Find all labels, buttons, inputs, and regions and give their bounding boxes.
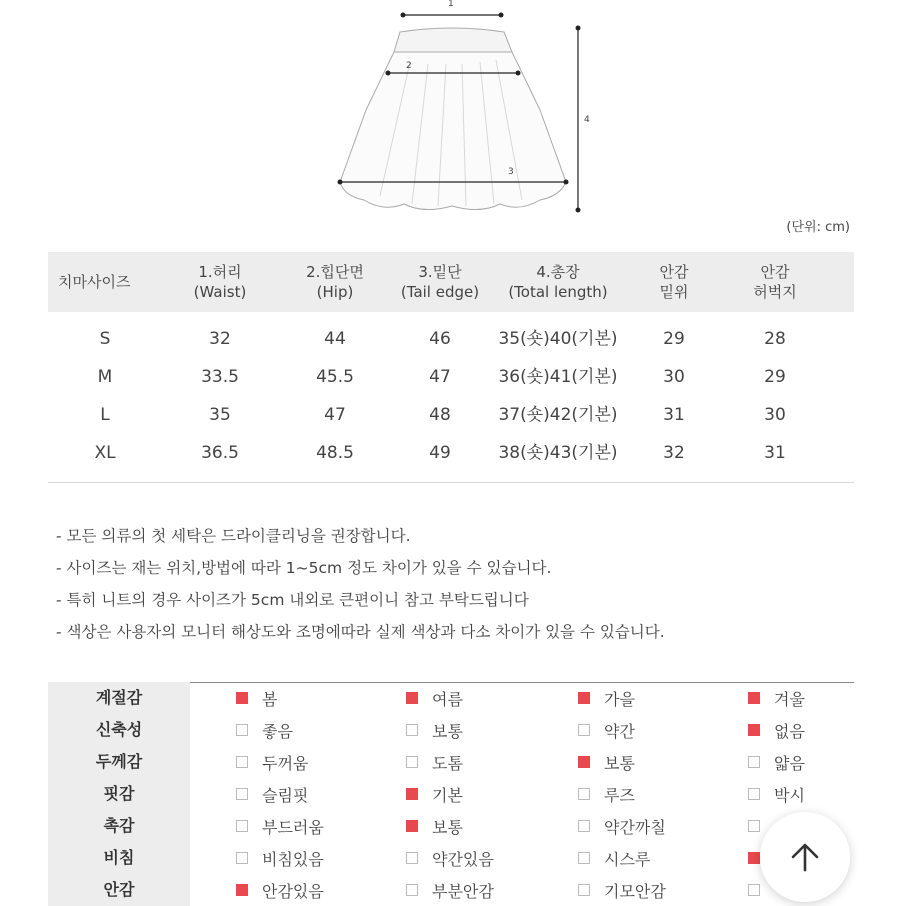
attribute-label: 안감 [48,874,190,906]
attribute-option [236,879,324,902]
table-cell: 36(숏)41(기본) [498,367,618,387]
table-row [48,434,854,472]
note-line: - 모든 의류의 첫 세탁은 드라이클리닝을 권장합니다. [56,527,411,545]
attribute-label: 계절감 [48,682,190,714]
checked-box-icon [748,724,760,736]
attribute-option [748,783,805,806]
header-tail-edge: 3.밑단 (Tail edge) [400,263,480,301]
header-size: 치마사이즈 [58,273,131,291]
option-label: 가을 [604,689,635,709]
unchecked-box-icon [406,756,418,768]
option-label: 약간 [604,721,635,741]
header-lining-rise: 안감 밑위 [659,263,689,301]
attribute-row [48,810,854,842]
table-cell: M [97,367,113,387]
unchecked-box-icon [236,820,248,832]
checked-box-icon [236,884,248,896]
attribute-label: 촉감 [48,810,190,842]
option-label: 기본 [432,785,463,805]
attribute-option [236,783,308,806]
attribute-row [48,714,854,746]
table-cell: 48.5 [316,443,354,463]
unchecked-box-icon [748,884,760,896]
attribute-label: 두께감 [48,746,190,778]
table-cell: 36.5 [201,443,239,463]
unchecked-box-icon [578,852,590,864]
checked-box-icon [578,756,590,768]
table-cell: 30 [764,405,786,425]
attribute-option [578,751,635,774]
table-cell: L [100,405,110,425]
option-label: 보통 [432,721,463,741]
option-label: 박시 [774,785,805,805]
scroll-to-top-button[interactable] [760,812,850,902]
unchecked-box-icon [406,724,418,736]
attribute-option [236,815,324,838]
unchecked-box-icon [406,884,418,896]
option-label: 부드러움 [262,817,324,837]
option-label: 얇음 [774,753,805,773]
table-cell: 35 [209,405,231,425]
checked-box-icon [406,788,418,800]
attribute-row [48,842,854,874]
table-cell: 44 [324,329,346,349]
attribute-row [48,682,854,714]
unchecked-box-icon [236,724,248,736]
attribute-option [406,879,494,902]
attribute-row [48,778,854,810]
unchecked-box-icon [236,852,248,864]
attribute-option [406,815,463,838]
attribute-option [748,751,805,774]
table-row [48,358,854,396]
checked-box-icon [406,820,418,832]
table-cell: 47 [429,367,451,387]
attribute-option [578,879,666,902]
option-label: 도톰 [432,753,463,773]
attribute-option [578,815,666,838]
table-row [48,320,854,358]
table-cell: 37(숏)42(기본) [498,405,618,425]
table-cell: S [99,329,111,349]
option-label: 시스루 [604,849,651,869]
attribute-option [406,687,463,710]
attribute-option [578,783,635,806]
header-lining-thigh: 안감 허벅지 [753,263,797,301]
table-row [48,396,854,434]
option-label: 좋음 [262,721,293,741]
option-label: 안감있음 [262,881,324,901]
checked-box-icon [748,852,760,864]
unchecked-box-icon [236,788,248,800]
unchecked-box-icon [578,788,590,800]
table-cell: XL [94,443,116,463]
option-label: 보통 [432,817,463,837]
attribute-option [406,783,463,806]
table-cell: 32 [663,443,685,463]
attribute-option [236,847,324,870]
attribute-option [236,751,308,774]
checked-box-icon [578,692,590,704]
attribute-label: 신축성 [48,714,190,746]
attribute-option [578,687,635,710]
unchecked-box-icon [748,820,760,832]
diagram-label-1: 1 [448,0,454,9]
option-label: 보통 [604,753,635,773]
table-cell: 47 [324,405,346,425]
unchecked-box-icon [578,820,590,832]
checked-box-icon [236,692,248,704]
attribute-option [578,719,635,742]
unchecked-box-icon [578,724,590,736]
option-label: 슬림핏 [262,785,309,805]
skirt-measurement-diagram [0,0,902,220]
attribute-row [48,874,854,906]
divider [48,482,854,483]
table-cell: 31 [764,443,786,463]
attribute-option [406,719,463,742]
option-label: 겨울 [774,689,805,709]
option-label: 봄 [262,689,278,709]
attribute-option [236,687,277,710]
unchecked-box-icon [748,788,760,800]
unchecked-box-icon [236,756,248,768]
diagram-label-3: 3 [508,167,514,177]
diagram-label-4: 4 [584,115,590,125]
size-table [48,252,854,472]
unchecked-box-icon [578,884,590,896]
size-table-header [48,252,854,312]
option-label: 루즈 [604,785,635,805]
table-cell: 30 [663,367,685,387]
attribute-option [236,719,293,742]
table-cell: 46 [429,329,451,349]
header-total-length: 4.총장 (Total length) [508,263,608,301]
note-line: - 사이즈는 재는 위치,방법에 따라 1~5cm 정도 차이가 있을 수 있습니다. [56,559,552,577]
note-line: - 색상은 사용자의 모니터 해상도와 조명에따라 실제 색상과 다소 차이가 있을 수 있습니다. [56,623,665,641]
header-hip: 2.힙단면 (Hip) [306,263,364,301]
option-label: 약간까칠 [604,817,666,837]
option-label: 없음 [774,721,805,741]
size-table-body [48,312,854,472]
table-cell: 29 [764,367,786,387]
attribute-row [48,746,854,778]
table-cell: 28 [764,329,786,349]
attribute-option [748,687,805,710]
attribute-option [406,847,494,870]
care-notes [56,520,665,648]
option-label: 약간있음 [432,849,494,869]
table-cell: 49 [429,443,451,463]
note-line: - 특히 니트의 경우 사이즈가 5cm 내외로 큰편이니 참고 부탁드립니다 [56,591,529,609]
table-cell: 45.5 [316,367,354,387]
table-cell: 48 [429,405,451,425]
option-label: 부분안감 [432,881,494,901]
option-label: 비침있음 [262,849,324,869]
diagram-label-2: 2 [406,61,412,71]
table-cell: 38(숏)43(기본) [498,443,618,463]
unchecked-box-icon [748,756,760,768]
checked-box-icon [748,692,760,704]
option-label: 기모안감 [604,881,666,901]
arrow-up-icon [787,839,823,875]
attribute-label: 비침 [48,842,190,874]
option-label: 두꺼움 [262,753,309,773]
attribute-label: 핏감 [48,778,190,810]
table-cell: 35(숏)40(기본) [498,329,618,349]
unit-label: (단위: cm) [786,220,850,235]
checked-box-icon [406,692,418,704]
table-cell: 33.5 [201,367,239,387]
option-label: 여름 [432,689,463,709]
table-cell: 32 [209,329,231,349]
attribute-table [48,682,854,906]
attribute-option [406,751,463,774]
header-waist: 1.허리 (Waist) [193,263,247,301]
attribute-option [748,719,805,742]
unchecked-box-icon [406,852,418,864]
table-cell: 31 [663,405,685,425]
attribute-option [578,847,650,870]
table-cell: 29 [663,329,685,349]
